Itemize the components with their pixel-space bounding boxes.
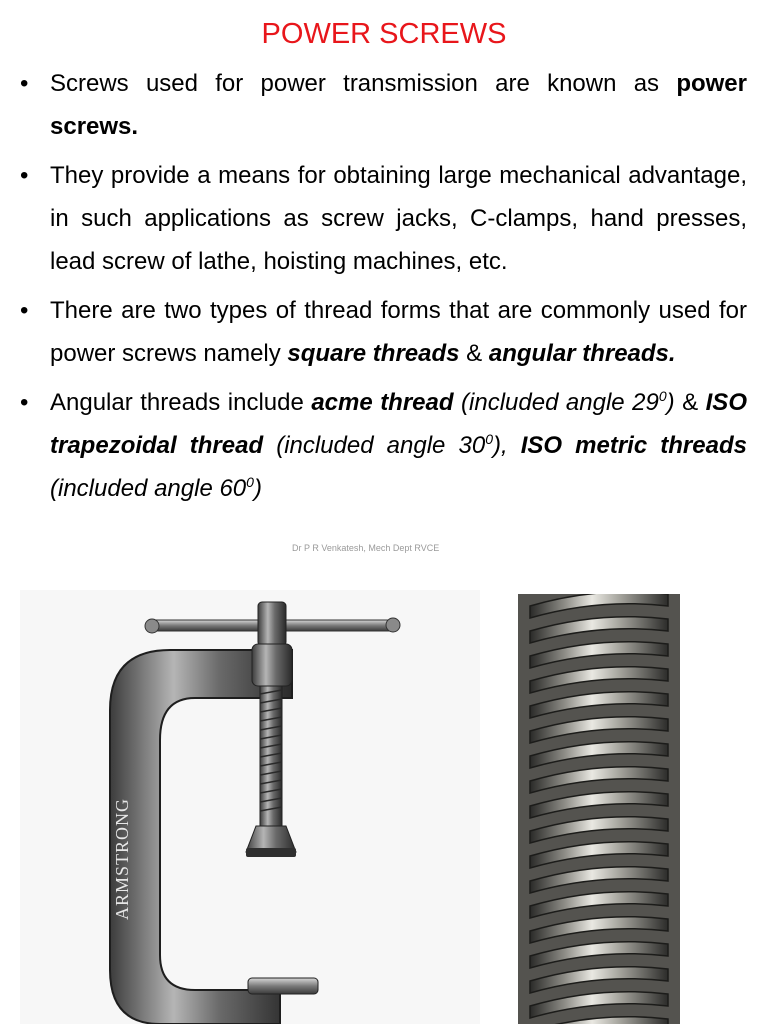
thread-rod-image [518,594,680,1024]
c-clamp-image [20,590,480,1024]
bullet-dot: • [20,162,29,189]
bullet-item-power-screws [20,62,747,148]
threaded-rod-icon [518,594,680,1024]
superscript: 0 [246,474,254,490]
bullet-text: & [459,340,489,367]
superscript: 0 [658,388,667,404]
angle-text: (included angle 60 [50,475,247,502]
bullet-item-thread-forms [20,289,747,375]
superscript: 0 [485,431,493,447]
angle-text: (included angle 29 [453,389,659,416]
bullet-dot: • [20,70,29,97]
bullet-item-mechanical-advantage [20,154,747,283]
term-iso-trapezoidal: ISO trapezoidal thread [50,389,747,459]
slide-title: POWER SCREWS [261,18,507,50]
bullet-dot: • [20,389,29,416]
angle-text: ) [666,389,675,416]
term-angular-threads: angular threads. [488,340,676,367]
clamp-brand-text: ARMSTRONG [112,797,132,920]
slide-credit: Dr P R Venkatesh, Mech Dept RVCE [292,543,440,553]
bullet-list [20,62,747,516]
angle-text: ) [253,475,262,502]
bullet-item-angular-threads [20,381,747,510]
bullet-text: There are two types of thread forms that are commonly used for power screws namely [50,297,747,367]
bold-term: power screws. [50,70,747,140]
angle-text: (included angle 30 [263,432,486,459]
term-iso-metric: ISO metric threads [507,432,747,459]
bullet-text: Angular threads include [50,389,312,416]
bullet-text: Screws used for power transmission are known as [50,70,677,97]
angle-text: ), [492,432,508,459]
term-acme-thread: acme thread [311,389,454,416]
bullet-text: They provide a means for obtaining large mechanical advantage, in such applications as screw jacks, C-clamps, hand presses, lead screw of lathe, hoisting machines, etc. [50,162,747,275]
c-clamp-icon [20,590,480,1024]
bullet-text: & [674,389,706,416]
bullet-dot: • [20,297,29,324]
term-square-threads: square threads [287,340,460,367]
